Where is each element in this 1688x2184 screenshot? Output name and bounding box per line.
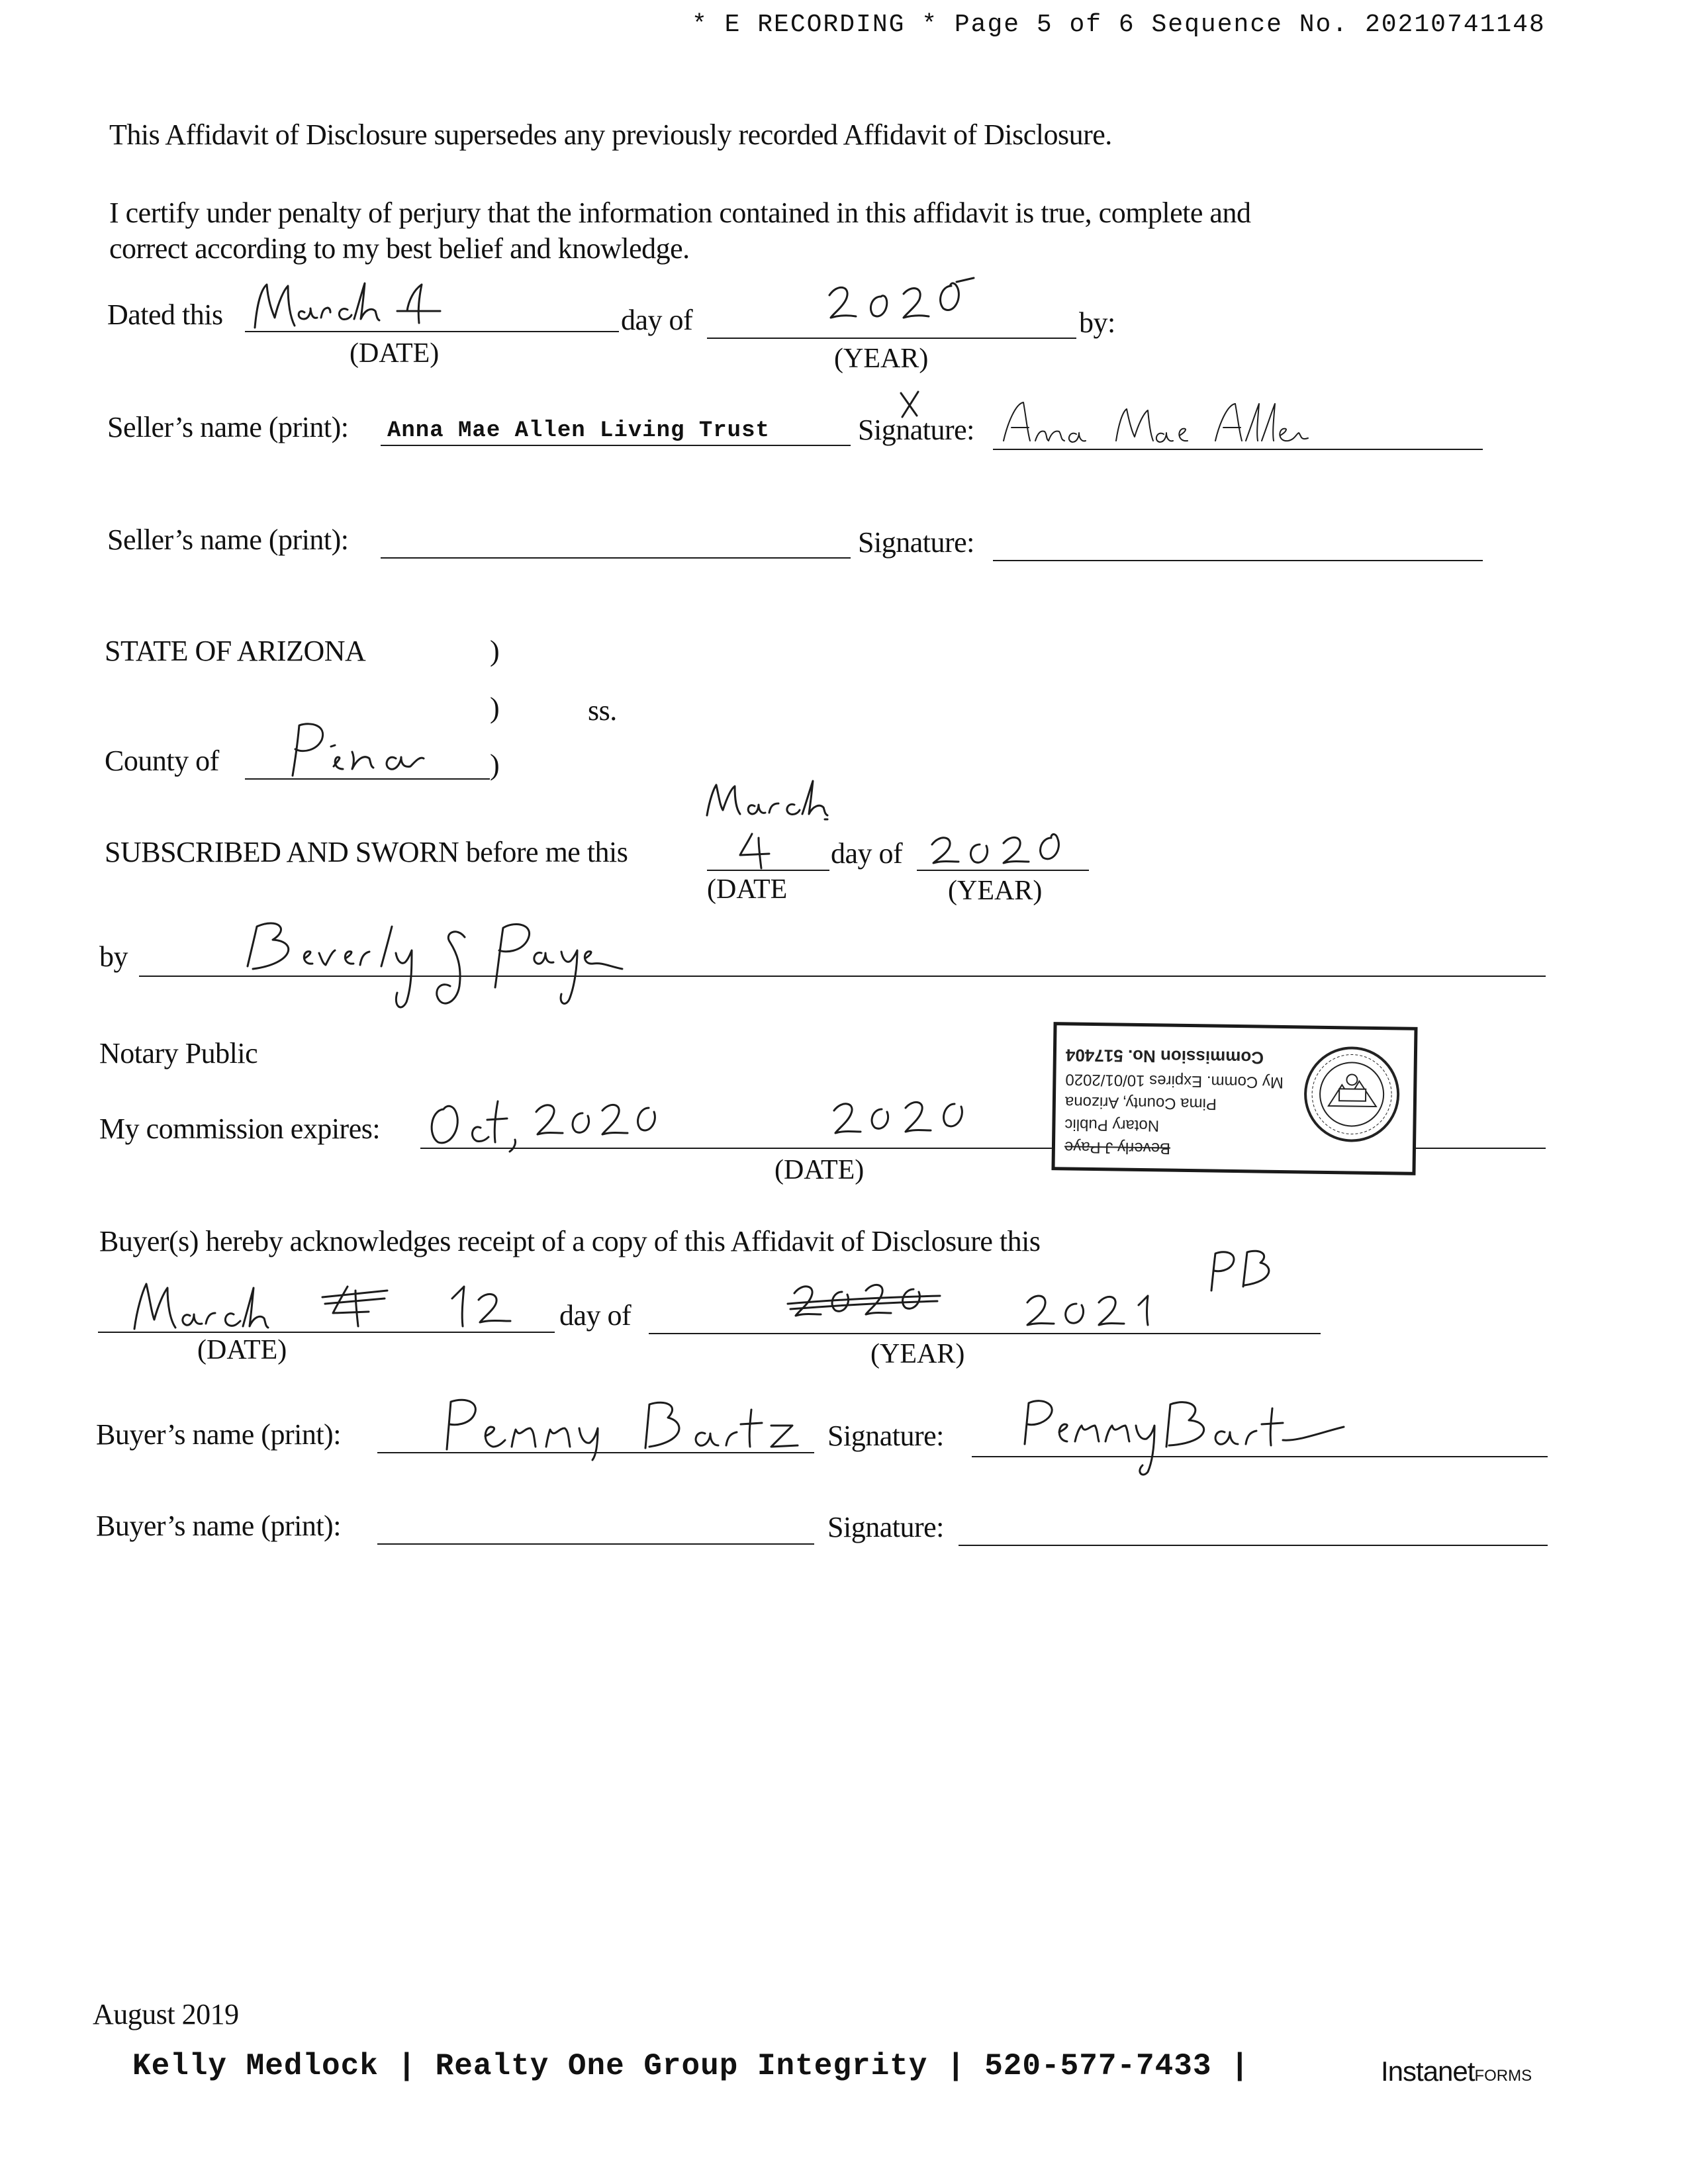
brand-main: Instanet bbox=[1381, 2056, 1475, 2087]
recording-header: * E RECORDING * Page 5 of 6 Sequence No. 20210741148 bbox=[692, 11, 1546, 39]
arizona-state-seal-icon bbox=[1301, 1042, 1402, 1149]
seller2-name-label: Seller’s name (print): bbox=[107, 523, 349, 556]
ss-label: ss. bbox=[588, 694, 617, 727]
sworn-date-caption: (DATE bbox=[707, 874, 788, 905]
certify-line-1: I certify under penalty of perjury that the information contained in this affidavit is true, complete and bbox=[109, 197, 1251, 229]
dated-this-label: Dated this bbox=[107, 298, 223, 331]
dated-year-caption: (YEAR) bbox=[834, 343, 929, 374]
buyer1-name-handwriting bbox=[440, 1395, 811, 1461]
dated-year-handwriting bbox=[824, 277, 996, 333]
seal-text-block bbox=[1064, 1032, 1285, 1161]
dated-day-of-label: day of bbox=[621, 304, 693, 336]
buyer2-signature-label: Signature: bbox=[827, 1511, 944, 1543]
county-label: County of bbox=[105, 745, 219, 777]
certify-line-2: correct according to my best belief and knowledge. bbox=[109, 232, 690, 265]
buyer-ack-year-handwriting bbox=[781, 1273, 1192, 1333]
footer-revision-date: August 2019 bbox=[93, 1998, 239, 2030]
notary-public-label: Notary Public bbox=[99, 1037, 258, 1069]
dated-date-handwriting bbox=[248, 271, 460, 338]
sworn-year-caption: (YEAR) bbox=[948, 876, 1043, 906]
buyer-ack-initials-handwriting bbox=[1205, 1248, 1278, 1295]
seller1-name-value: Anna Mae Allen Living Trust bbox=[387, 418, 770, 443]
buyer-ack-date-caption: (DATE) bbox=[197, 1335, 287, 1365]
seal-expiration: My Comm. Expires 10/01/2020 bbox=[1065, 1070, 1284, 1092]
state-paren-2: ) bbox=[490, 692, 500, 724]
buyer-ack-day-of-label: day of bbox=[559, 1299, 632, 1332]
buyer2-name-label: Buyer’s name (print): bbox=[96, 1510, 341, 1542]
seller1-sign-here-mark bbox=[897, 389, 923, 421]
seal-notary-title: Notary Public bbox=[1064, 1115, 1160, 1135]
county-handwriting bbox=[278, 720, 463, 780]
buyer-ack-statement: Buyer(s) hereby acknowledges receipt of a copy of this Affidavit of Disclosure this bbox=[99, 1225, 1041, 1257]
sworn-year-handwriting bbox=[927, 829, 1079, 872]
buyer1-signature-handwriting bbox=[1013, 1394, 1397, 1480]
dated-by-label: by: bbox=[1079, 306, 1115, 339]
instanet-forms-logo bbox=[1381, 2056, 1532, 2087]
brand-small: FORMS bbox=[1474, 2067, 1532, 2085]
dated-date-caption: (DATE) bbox=[350, 338, 440, 369]
county-paren: ) bbox=[490, 749, 500, 781]
seller2-signature-label: Signature: bbox=[858, 526, 974, 559]
by-label: by bbox=[99, 940, 128, 973]
sworn-label: SUBSCRIBED AND SWORN before me this bbox=[105, 836, 628, 868]
by-signature-handwriting bbox=[238, 913, 649, 1029]
notary-seal bbox=[1051, 1022, 1417, 1175]
footer-agent-line: Kelly Medlock | Realty One Group Integrity | 520-577-7433 | bbox=[132, 2049, 1250, 2083]
buyer1-name-label: Buyer’s name (print): bbox=[96, 1418, 341, 1451]
state-label: STATE OF ARIZONA bbox=[105, 635, 366, 667]
sworn-month-handwriting bbox=[702, 776, 841, 822]
seller1-signature-handwriting bbox=[1000, 397, 1311, 449]
sworn-day-handwriting bbox=[735, 831, 781, 872]
commission-date-handwriting bbox=[424, 1096, 655, 1149]
seller1-signature-label: Signature: bbox=[858, 414, 974, 446]
commission-date-caption: (DATE) bbox=[774, 1155, 865, 1185]
buyer-ack-date-handwriting bbox=[129, 1276, 539, 1336]
seal-county: Pima County, Arizona bbox=[1064, 1093, 1217, 1113]
seal-notary-name: Beverly J Paye bbox=[1064, 1138, 1171, 1158]
supersedes-statement: This Affidavit of Disclosure supersedes any previously recorded Affidavit of Disclosure. bbox=[109, 118, 1112, 151]
seller1-name-label: Seller’s name (print): bbox=[107, 411, 349, 443]
buyer1-signature-label: Signature: bbox=[827, 1420, 944, 1452]
commission-year-handwriting bbox=[827, 1093, 980, 1146]
seal-commission-number: Commission No. 517404 bbox=[1065, 1045, 1264, 1068]
commission-label: My commission expires: bbox=[99, 1113, 381, 1145]
buyer-ack-year-caption: (YEAR) bbox=[870, 1339, 965, 1369]
sworn-day-of-label: day of bbox=[831, 837, 903, 870]
state-paren-1: ) bbox=[490, 635, 500, 667]
